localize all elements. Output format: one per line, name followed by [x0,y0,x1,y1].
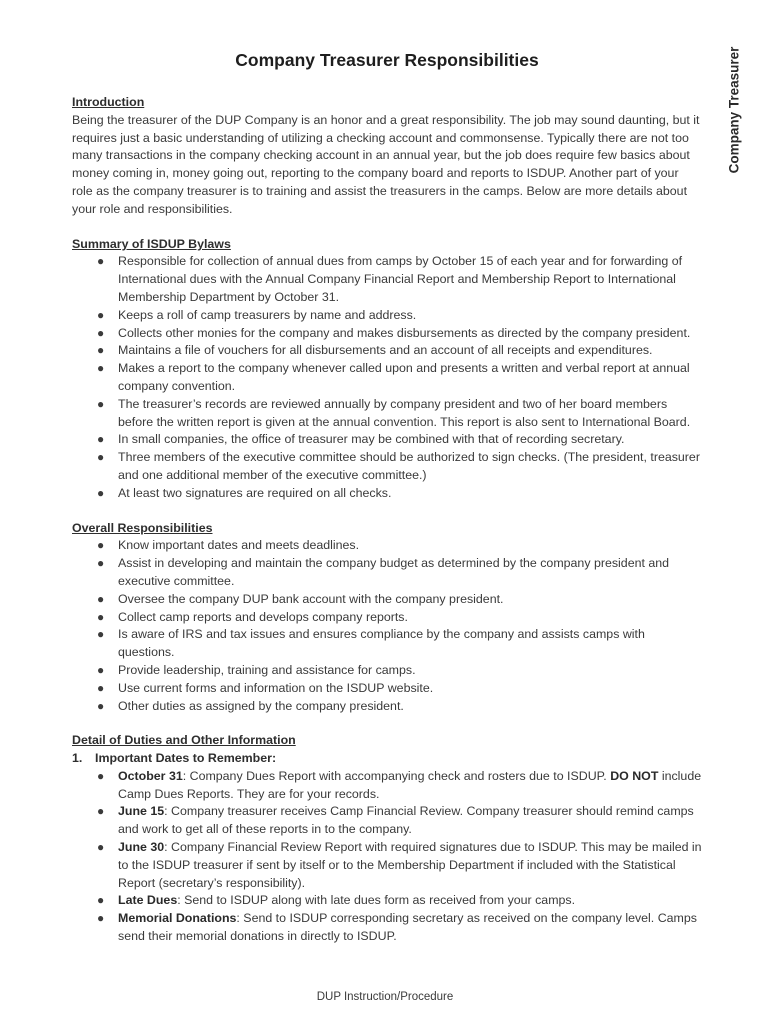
bullet-icon: ● [97,893,105,908]
list-item: ● Oversee the company DUP bank account with the company president. [72,591,702,609]
detail-section [72,732,702,946]
list-item: ● October 31: Company Dues Report with accompanying check and rosters due to ISDUP. DO NOT include Camp Dues Reports. They are for your records. [97,768,702,801]
list-item: ● Assist in developing and maintain the company budget as determined by the company president and executive committee. [97,556,670,588]
bullet-icon: ● [97,432,105,447]
list-item: ● June 30: Company Financial Review Report with required signatures due to ISDUP. This may be mailed in to the ISDUP treasurer if sent by itself or to the Membership Department if included with the Statistical Report (secretary’s responsibility). [97,840,702,890]
overall-list [72,537,702,715]
bullet-icon: ● [97,609,105,624]
list-item: ● The treasurer’s records are reviewed annually by company president and two of her board members before the written report is given at the annual convention. This report is also sent to International Board. [97,396,691,429]
list-item: ● Collect camp reports and develops company reports. [72,609,702,627]
introduction-heading: Introduction [72,95,145,109]
dates-list [72,768,702,946]
bullet-icon: ● [97,307,105,322]
list-item: ● In small companies, the office of treasurer may be combined with that of recording secretary. [72,431,702,449]
bullet-icon: ● [97,325,105,340]
list-item: ● Use current forms and information on the ISDUP website. [72,680,702,698]
list-item: ● Know important dates and meets deadlines. [72,537,702,555]
bylaws-heading: Summary of ISDUP Bylaws [72,236,231,251]
bullet-icon: ● [97,591,105,606]
side-label: Company Treasurer [726,46,742,174]
dates-subheading: Important Dates to Remember: [95,751,277,766]
overall-section [72,520,702,716]
introduction-section [72,94,702,219]
bullet-icon: ● [97,450,105,465]
list-item: ● Responsible for collection of annual dues from camps by October 15 of each year and for forwarding of International dues with the Annual Company Financial Report and Membership Report to International Membership Department by October 31. [97,254,683,304]
list-item: ● Other duties as assigned by the company president. [72,698,702,716]
bylaws-list [72,253,702,502]
bullet-icon: ● [97,361,105,376]
list-item: ● Maintains a file of vouchers for all disbursements and an account of all receipts and expenditures. [72,342,702,360]
list-item: ● Three members of the executive committee should be authorized to sign checks. (The president, treasurer and one additional member of the executive committee.) [97,450,700,482]
list-item: ● Is aware of IRS and tax issues and ensures compliance by the company and assists camps with questions. [97,627,645,660]
list-item: ● Provide leadership, training and assistance for camps. [72,662,702,680]
bullet-icon: ● [97,680,105,695]
list-item: ● Keeps a roll of camp treasurers by name and address. [72,307,702,325]
list-item: ● Makes a report to the company whenever called upon and presents a written and verbal report at annual company convention. [97,361,690,393]
item-number: 1. [72,751,83,766]
bylaws-section [72,236,702,503]
bullet-icon: ● [97,343,105,358]
bullet-icon: ● [97,768,105,783]
bullet-icon: ● [97,840,105,855]
bullet-icon: ● [97,254,105,269]
list-item: ● At least two signatures are required on all checks. [72,485,702,503]
bullet-icon: ● [97,662,105,677]
overall-heading: Overall Responsibilities [72,520,213,535]
document-body [72,48,702,963]
bullet-icon: ● [97,485,105,500]
detail-heading: Detail of Duties and Other Information [72,733,296,748]
side-tab [720,40,748,180]
page-title: Company Treasurer Responsibilities [235,50,539,70]
list-item: ● Collects other monies for the company and makes disbursements as directed by the company president. [72,325,702,343]
numbered-heading [72,750,702,768]
page-footer: DUP Instruction/Procedure [316,991,454,1003]
bullet-icon: ● [97,804,105,819]
bullet-icon: ● [97,911,105,926]
introduction-text: Being the treasurer of the DUP Company is an honor and a great responsibility. The job may sound daunting, but it requires just a basic understanding of utilizing a checking account and commonsense. Typically there are not too many transactions in the company checking account in an annual year, but the job does require few basics about money coming in, money going out, reporting to the company board and reports to ISDUP. Another part of your role as the company treasurer is to training and assist the treasurers in the camps. Below are more details about your role and responsibilities. [72,112,700,216]
list-item: ● June 15: Company treasurer receives Camp Financial Review. Company treasurer should remind camps and work to get all of these reports in to the company. [97,804,694,837]
bullet-icon: ● [97,698,105,713]
bullet-icon: ● [97,556,105,571]
list-item: ● Late Dues: Send to ISDUP along with late dues form as received from your camps. [72,892,702,910]
bullet-icon: ● [97,538,105,553]
bullet-icon: ● [97,627,105,642]
bullet-icon: ● [97,396,105,411]
list-item: ● Memorial Donations: Send to ISDUP corresponding secretary as received on the company level. Camps send their memorial donations in directly to ISDUP. [97,911,697,944]
